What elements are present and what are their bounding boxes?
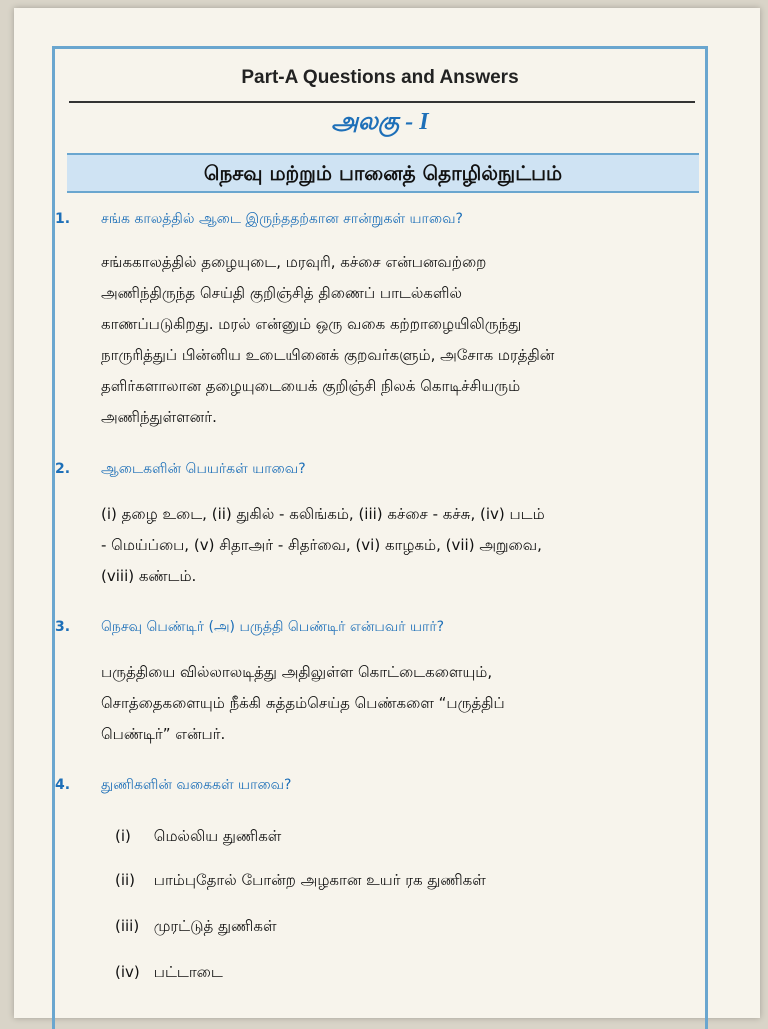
unit-heading: அலகு - I	[331, 109, 429, 135]
answer-line: காணப்படுகிறது. மரல் என்னும் ஒரு வகை கற்றாழையிலிருந்து	[101, 315, 522, 333]
answer-line: அணிந்துள்ளனர்.	[101, 408, 217, 426]
answer-line: அணிந்திருந்த செய்தி குறிஞ்சித் திணைப் பாடல்களில்	[101, 284, 462, 302]
answer-line: (viii) கண்டம்.	[101, 567, 197, 585]
answer-line: நாருரித்துப் பின்னிய உடையினைக் குறவர்களும், அசோக மரத்தின்	[101, 346, 555, 364]
answer-line: (i) தழை உடை, (ii) துகில் - கலிங்கம், (iii) கச்சை - கச்சு, (iv) படம்	[101, 505, 545, 523]
question-number: 4.	[55, 777, 71, 793]
question-text: நெசவு பெண்டிர் (அ) பருத்தி பெண்டிர் என்பவர் யார்?	[101, 619, 445, 635]
question-number: 2.	[55, 461, 71, 477]
answer-line: சங்ககாலத்தில் தழையுடை, மரவுரி, கச்சை என்பனவற்றை	[101, 253, 487, 271]
page-title: Part-A Questions and Answers	[241, 67, 519, 88]
topic-banner	[67, 153, 699, 193]
answer-2	[101, 499, 695, 592]
answer-line: பெண்டிர்” என்பர்.	[101, 725, 226, 743]
answer-line: பருத்தியை வில்லாலடித்து அதிலுள்ள கொட்டைகளையும்,	[101, 663, 493, 681]
answer-line: - மெய்ப்பை, (v) சிதாஅர் - சிதர்வை, (vi) காழகம், (vii) அறுவை,	[101, 536, 542, 554]
list-item	[115, 827, 695, 847]
title-divider	[69, 101, 695, 103]
question-text: ஆடைகளின் பெயர்கள் யாவை?	[101, 461, 306, 477]
list-item	[115, 917, 695, 937]
page-frame	[52, 46, 708, 1029]
answer-line: தளிர்களாலான தழையுடையைக் குறிஞ்சி நிலக் கொடிச்சியரும்	[101, 377, 521, 395]
list-item-text: பாம்புதோல் போன்ற அழகான உயர் ரக துணிகள்	[153, 871, 486, 889]
list-item-number: (iv)	[115, 963, 140, 981]
list-item-number: (iii)	[115, 917, 140, 935]
question-text: துணிகளின் வகைகள் யாவை?	[101, 777, 292, 793]
list-item-text: மெல்லிய துணிகள்	[153, 827, 282, 845]
question-number: 3.	[55, 619, 71, 635]
answer-3	[101, 657, 695, 750]
list-item-number: (ii)	[115, 871, 136, 889]
question-text: சங்க காலத்தில் ஆடை இருந்ததற்கான சான்றுகள் யாவை?	[101, 211, 463, 227]
answer-line: சொத்தைகளையும் நீக்கி சுத்தம்செய்த பெண்களை “பருத்திப்	[101, 694, 505, 712]
topic-title: நெசவு மற்றும் பானைத் தொழில்நுட்பம்	[203, 161, 563, 185]
list-item-number: (i)	[115, 827, 131, 845]
list-item-text: முரட்டுத் துணிகள்	[153, 917, 277, 935]
book-page	[14, 8, 760, 1018]
answer-1	[101, 247, 695, 433]
list-item	[115, 963, 695, 983]
list-item-text: பட்டாடை	[153, 963, 223, 981]
list-item	[115, 871, 695, 891]
question-number: 1.	[55, 211, 71, 227]
